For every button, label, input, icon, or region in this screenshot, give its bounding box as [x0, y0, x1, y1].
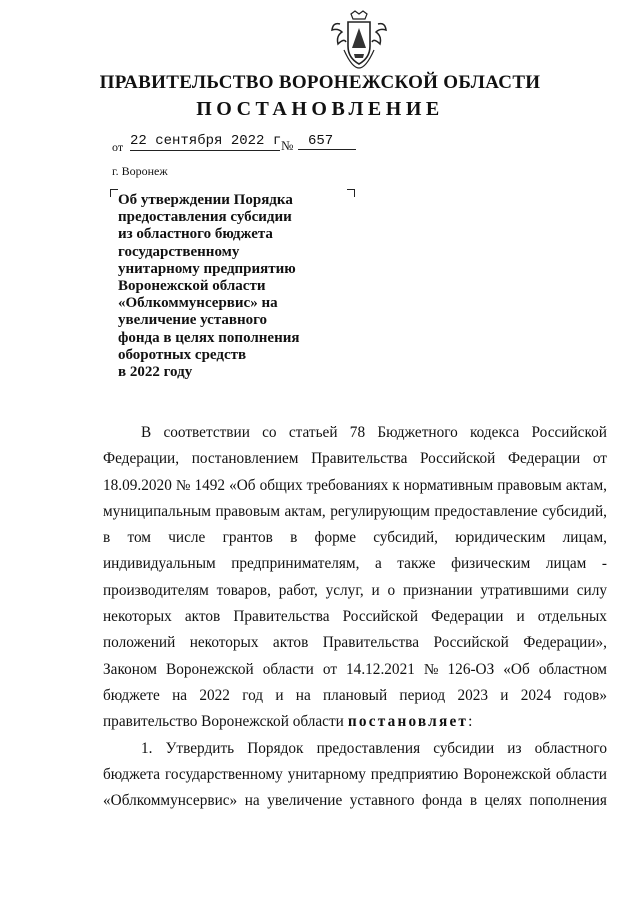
word: муниципальным	[103, 502, 211, 520]
word: физическим	[451, 555, 531, 573]
coat-of-arms-icon	[330, 10, 388, 70]
body-line	[103, 499, 607, 525]
word: числе	[168, 529, 206, 547]
body-line	[103, 709, 607, 735]
word: 1.	[141, 739, 153, 757]
word: 14.12.2021	[346, 660, 415, 678]
corner-bracket-left	[110, 189, 118, 197]
word: В	[141, 424, 152, 441]
subject-line: предоставления субсидии	[118, 209, 292, 226]
word: Федерации»,	[523, 634, 607, 652]
word: годов»	[563, 686, 607, 704]
word: предпринимателям,	[231, 555, 360, 573]
body-line	[103, 788, 607, 814]
word: на	[295, 686, 311, 704]
word: некоторых	[189, 634, 259, 652]
word: работ,	[278, 581, 318, 599]
resolves-colon: :	[468, 713, 473, 731]
word: индивидуальным	[103, 555, 216, 573]
word: в	[469, 792, 478, 810]
word: лицам,	[562, 529, 607, 547]
word: №	[423, 660, 439, 678]
preamble-end: правительство Воронежской области	[103, 713, 344, 731]
word: 2024	[520, 686, 552, 704]
word: Порядок	[247, 739, 304, 757]
word: товаров,	[216, 581, 271, 599]
word: Правительства	[322, 634, 419, 652]
word: утратившими	[480, 581, 569, 599]
body-line	[103, 630, 607, 656]
word: Правительства	[233, 608, 330, 626]
word: актов	[184, 608, 221, 626]
word: субсидий,	[542, 502, 607, 520]
word: фонда	[422, 792, 463, 810]
word: том	[127, 529, 151, 547]
word: Правительства	[311, 450, 408, 468]
subject-line: из областного бюджета	[118, 226, 273, 243]
word: соответствии	[163, 424, 250, 441]
word: 126-ОЗ	[447, 660, 495, 678]
word: «Облкоммунсервис»	[103, 792, 238, 810]
word: предоставление	[434, 502, 538, 520]
word: производителям	[103, 581, 209, 599]
word: актов	[272, 634, 309, 652]
word: от	[592, 450, 607, 468]
word: субсидии	[433, 739, 495, 757]
word: Утвердить	[165, 739, 235, 757]
word: области	[262, 660, 314, 678]
date-number-line	[112, 133, 372, 155]
word: общих	[259, 476, 303, 494]
word: актам,	[284, 502, 326, 520]
body-line	[103, 683, 607, 709]
word: а	[374, 555, 382, 573]
word: актам,	[565, 476, 607, 494]
word: из	[507, 739, 522, 757]
word: на	[172, 686, 188, 704]
body-line	[103, 420, 607, 446]
word: отдельных	[537, 608, 607, 626]
word: «Об	[503, 660, 530, 678]
subject-line: Об утверждении Порядка	[118, 192, 293, 208]
word: Бюджетного	[377, 424, 458, 441]
word: и	[500, 686, 509, 704]
word: бюджета	[103, 765, 161, 783]
subject-line: фонда в целях пополнения	[118, 329, 300, 346]
subject-line: Воронежской области	[118, 278, 266, 295]
word: 2023	[457, 686, 489, 704]
word: Федерации	[431, 608, 504, 626]
word: предоставления	[316, 739, 421, 757]
body-line	[103, 446, 607, 472]
number-prefix: №	[281, 138, 294, 153]
word: о	[387, 581, 396, 599]
word: Российской	[342, 608, 419, 626]
date-prefix: от	[112, 140, 124, 154]
word: субсидий,	[373, 529, 438, 547]
word: плановый	[323, 686, 388, 704]
city: г. Воронеж	[112, 164, 168, 178]
body-line	[103, 578, 607, 604]
word: Воронежской	[166, 660, 254, 678]
word: уставного	[349, 792, 415, 810]
subject-line: «Облкоммунсервис» на	[118, 295, 278, 312]
word: Федерации	[507, 450, 581, 468]
subject-line: унитарному предприятию	[118, 260, 296, 277]
word: в	[290, 529, 298, 547]
word: в	[103, 529, 111, 547]
word: целях	[484, 792, 522, 810]
word: областного	[534, 739, 607, 757]
word: статьей	[288, 424, 338, 441]
word: и	[275, 686, 284, 704]
word: унитарному	[287, 765, 366, 783]
word: пополнения	[529, 792, 607, 810]
word: -	[601, 555, 607, 573]
body-line	[103, 551, 607, 577]
word: государственному	[164, 765, 283, 783]
word: требованиях	[306, 476, 389, 494]
word: от	[322, 660, 338, 678]
body-line	[103, 762, 607, 788]
document-number: 657	[298, 133, 356, 150]
word: положений	[103, 634, 176, 652]
word: «Об	[229, 476, 256, 494]
word: на	[244, 792, 260, 810]
body-line	[103, 473, 607, 499]
word: Российской	[419, 450, 496, 468]
word: период	[399, 686, 446, 704]
government-title: ПРАВИТЕЛЬСТВО ВОРОНЕЖСКОЙ ОБЛАСТИ	[99, 72, 541, 93]
word: областном	[538, 660, 607, 678]
document-date: 22 сентября 2022 г	[130, 133, 282, 149]
word: и	[516, 608, 525, 626]
word: регулирующим	[330, 502, 430, 520]
word: форме	[314, 529, 356, 547]
word: Российской	[531, 424, 607, 441]
body-line	[103, 736, 607, 762]
word: некоторых	[103, 608, 172, 626]
corner-bracket-right	[347, 189, 355, 197]
word: №	[175, 476, 191, 494]
word: 1492	[194, 476, 226, 494]
word: Российской	[433, 634, 509, 652]
word: правовым	[215, 502, 281, 520]
subject-line: в 2022 году	[118, 364, 193, 381]
word: признании	[402, 581, 473, 599]
word: к	[392, 476, 400, 494]
document-subject	[118, 192, 328, 381]
word: 18.09.2020	[103, 476, 172, 494]
word: Воронежской	[463, 765, 551, 783]
word: год	[242, 686, 264, 704]
subject-line: государственному	[118, 243, 240, 260]
word: правовым	[497, 476, 562, 494]
word: юридическим	[455, 529, 546, 547]
word: силу	[576, 581, 607, 599]
subject-line: увеличение уставного	[118, 312, 268, 329]
word: предприятию	[370, 765, 459, 783]
resolves-word: постановляет	[347, 713, 469, 731]
word: 2022	[199, 686, 230, 704]
body-line	[103, 604, 607, 630]
document-type: ПОСТАНОВЛЕНИЕ	[196, 98, 444, 120]
word: и	[371, 581, 380, 599]
word: 78	[349, 424, 366, 441]
word: кодекса	[470, 424, 520, 441]
word: области	[555, 765, 607, 783]
word: увеличение	[267, 792, 343, 810]
word: бюджете	[103, 686, 160, 704]
document-body	[103, 420, 607, 814]
word: Законом	[103, 660, 157, 678]
word: услуг,	[325, 581, 364, 599]
word: со	[262, 424, 277, 441]
word: нормативным	[403, 476, 494, 494]
body-line	[103, 525, 607, 551]
subject-line: оборотных средств	[118, 346, 247, 363]
word: лицам	[545, 555, 587, 573]
word: Федерации,	[103, 450, 180, 468]
word: также	[397, 555, 436, 573]
word: грантов	[222, 529, 273, 547]
word: постановлением	[191, 450, 299, 468]
body-line	[103, 657, 607, 683]
